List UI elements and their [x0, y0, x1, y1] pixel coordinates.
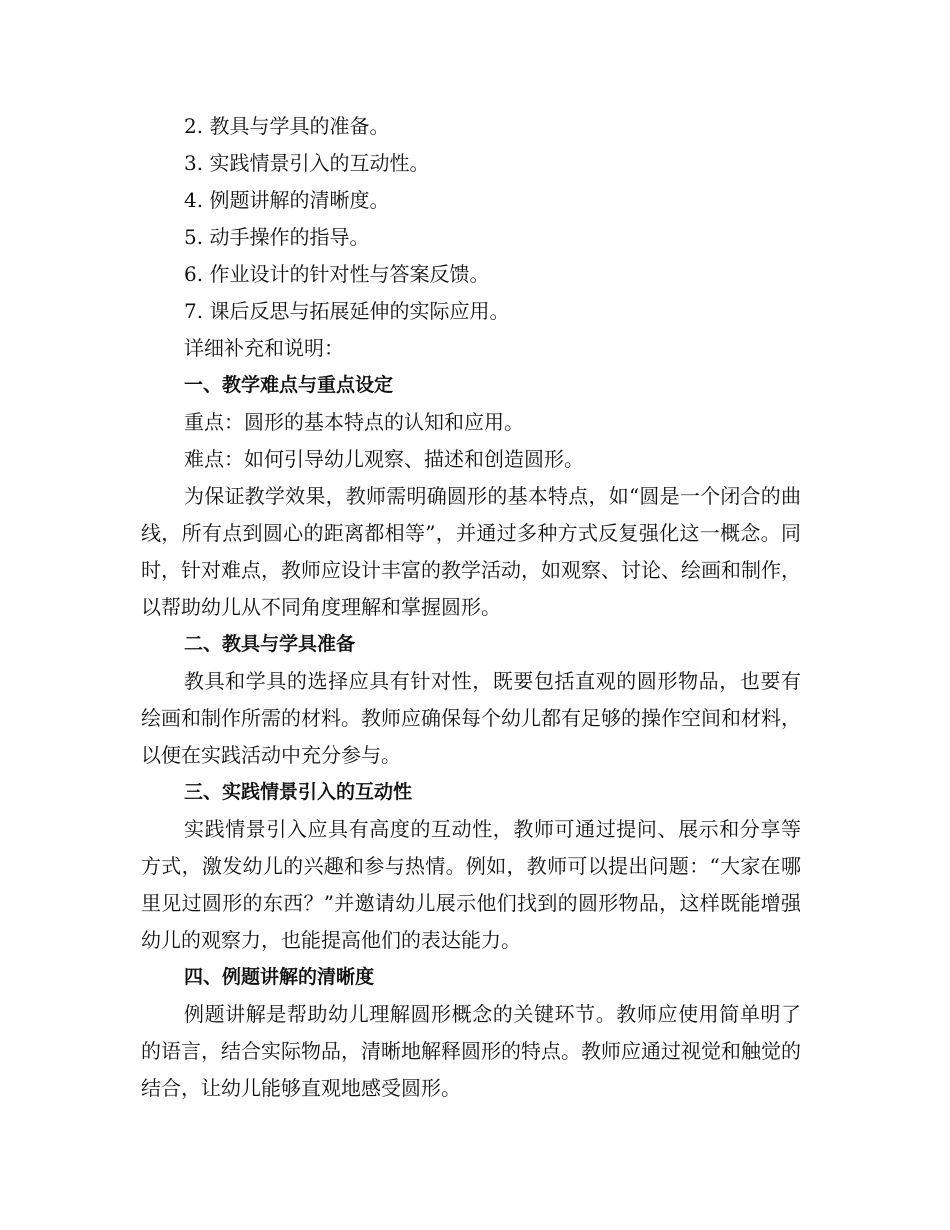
section-paragraph: 例题讲解是帮助幼儿理解圆形概念的关键环节。教师应使用简单明了的语言，结合实际物品，清晰地解释圆形的特点。教师应通过视觉和触觉的结合，让幼儿能够直观地感受圆形。 [141, 1002, 801, 1100]
section-paragraph: 为保证教学效果，教师需明确圆形的基本特点，如“圆是一个闭合的曲线，所有点到圆心的距离都相等”，并通过多种方式反复强化这一概念。同时，针对难点，教师应设计丰富的教学活动，如观察、讨论、绘画和制作，以帮助幼儿从不同角度理解和掌握圆形。 [141, 484, 801, 619]
intro-text: 详细补充和说明： [184, 336, 344, 360]
list-item: 6. 作业设计的针对性与答案反馈。 [184, 262, 490, 286]
document-body [141, 108, 801, 1107]
list-item: 4. 例题讲解的清晰度。 [184, 188, 390, 212]
difficulty-text: 难点：如何引导幼儿观察、描述和创造圆形。 [184, 447, 584, 471]
key-point-text: 重点：圆形的基本特点的认知和应用。 [184, 410, 524, 434]
list-item: 7. 课后反思与拓展延伸的实际应用。 [184, 299, 510, 323]
list-item: 5. 动手操作的指导。 [184, 225, 370, 249]
section-paragraph: 教具和学具的选择应具有针对性，既要包括直观的圆形物品，也要有绘画和制作所需的材料。教师应确保每个幼儿都有足够的操作空间和材料，以便在实践活动中充分参与。 [141, 669, 801, 767]
section-heading: 一、教学难点与重点设定 [184, 374, 394, 396]
section-heading: 三、实践情景引入的互动性 [184, 781, 413, 803]
section-heading: 二、教具与学具准备 [184, 633, 356, 655]
list-item: 2. 教具与学具的准备。 [184, 114, 390, 138]
list-item: 3. 实践情景引入的互动性。 [184, 151, 430, 175]
section-heading: 四、例题讲解的清晰度 [184, 966, 375, 988]
section-paragraph: 实践情景引入应具有高度的互动性，教师可通过提问、展示和分享等方式，激发幼儿的兴趣和参与热情。例如，教师可以提出问题：“大家在哪里见过圆形的东西？”并邀请幼儿展示他们找到的圆形物品，这样既能增强幼儿的观察力，也能提高他们的表达能力。 [141, 817, 801, 952]
